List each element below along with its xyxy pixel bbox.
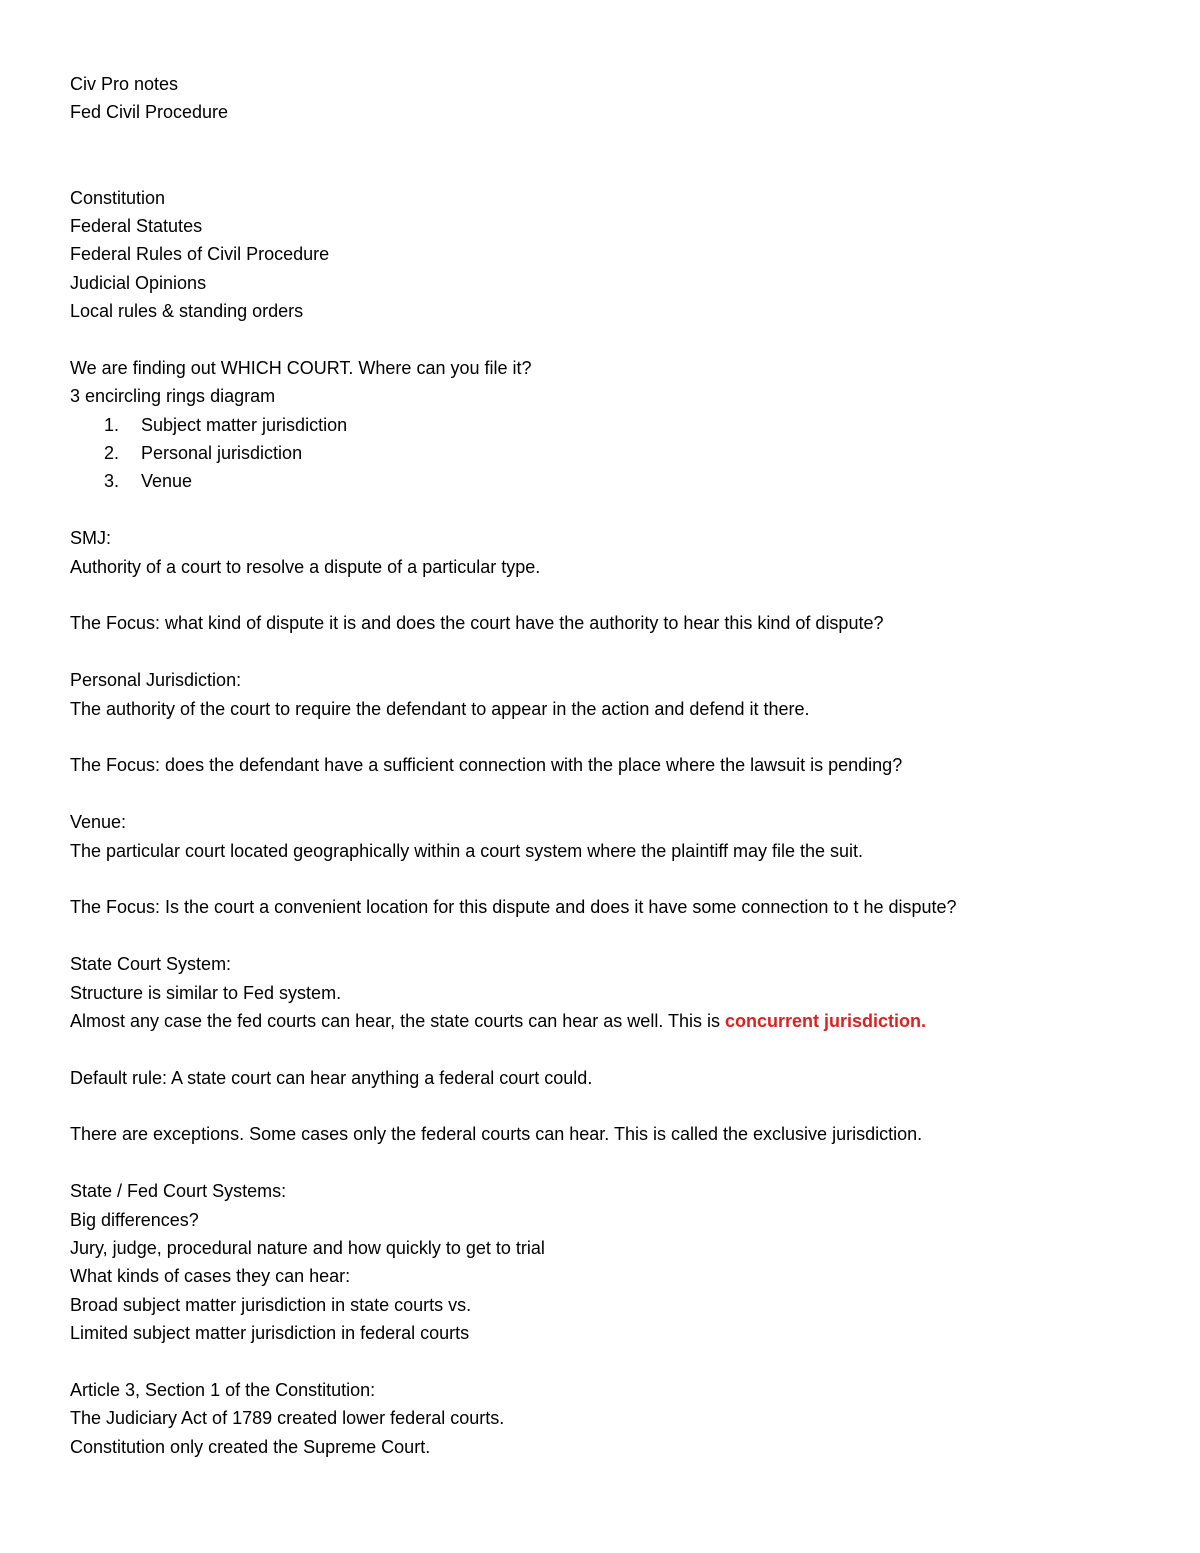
spacer bbox=[70, 127, 1130, 155]
pj-definition: The authority of the court to require the defendant to appear in the action and defend it there. bbox=[70, 698, 810, 719]
doc-title: Civ Pro notes bbox=[70, 74, 179, 94]
smj-heading: SMJ: bbox=[70, 528, 112, 549]
list-item bbox=[70, 439, 1130, 467]
article3-line: Constitution only created the Supreme Court. bbox=[70, 1436, 431, 1457]
article3-heading: Article 3, Section 1 of the Constitution: bbox=[70, 1379, 376, 1400]
state-fed-line: Limited subject matter jurisdiction in federal courts bbox=[70, 1323, 470, 1344]
spacer bbox=[70, 496, 1130, 524]
spacer bbox=[70, 1035, 1130, 1063]
spacer bbox=[70, 780, 1130, 808]
list-text: Subject matter jurisdiction bbox=[141, 414, 348, 435]
state-fed-line: What kinds of cases they can hear: bbox=[70, 1266, 351, 1287]
spacer bbox=[70, 1149, 1130, 1177]
spacer bbox=[70, 155, 1130, 183]
state-fed-line: Jury, judge, procedural nature and how quickly to get to trial bbox=[70, 1238, 545, 1259]
concurrent-highlight: concurrent jurisdiction. bbox=[725, 1010, 927, 1031]
spacer bbox=[70, 723, 1130, 751]
exceptions-text: There are exceptions. Some cases only the federal courts can hear. This is called the exclusive jurisdiction. bbox=[70, 1124, 923, 1145]
list-item bbox=[70, 467, 1130, 495]
list-number: 1. bbox=[104, 414, 120, 435]
default-rule: Default rule: A state court can hear anything a federal court could. bbox=[70, 1067, 593, 1088]
spacer bbox=[70, 638, 1130, 666]
state-court-structure: Structure is similar to Fed system. bbox=[70, 982, 342, 1003]
state-fed-line: Big differences? bbox=[70, 1209, 199, 1230]
document-page bbox=[70, 70, 1130, 1461]
spacer bbox=[70, 326, 1130, 354]
list-number: 3. bbox=[104, 471, 120, 492]
source-item: Judicial Opinions bbox=[70, 272, 207, 293]
venue-definition: The particular court located geographically within a court system where the plaintiff may file the suit. bbox=[70, 840, 864, 861]
rings-heading: 3 encircling rings diagram bbox=[70, 386, 276, 407]
spacer bbox=[70, 1348, 1130, 1376]
spacer bbox=[70, 865, 1130, 893]
list-number: 2. bbox=[104, 443, 120, 464]
spacer bbox=[70, 1092, 1130, 1120]
pj-heading: Personal Jurisdiction: bbox=[70, 670, 242, 691]
spacer bbox=[70, 922, 1130, 950]
source-item: Federal Statutes bbox=[70, 215, 203, 236]
concurrent-text: Almost any case the fed courts can hear, the state courts can hear as well. This is bbox=[70, 1010, 725, 1031]
state-fed-heading: State / Fed Court Systems: bbox=[70, 1181, 287, 1202]
article3-line: The Judiciary Act of 1789 created lower federal courts. bbox=[70, 1408, 505, 1429]
list-text: Venue bbox=[141, 471, 193, 492]
pj-focus: The Focus: does the defendant have a sufficient connection with the place where the lawsuit is pending? bbox=[70, 755, 903, 776]
spacer bbox=[70, 581, 1130, 609]
state-court-heading: State Court System: bbox=[70, 954, 232, 975]
doc-subtitle: Fed Civil Procedure bbox=[70, 102, 229, 123]
smj-focus: The Focus: what kind of dispute it is and does the court have the authority to hear this kind of dispute? bbox=[70, 613, 884, 634]
source-item: Local rules & standing orders bbox=[70, 301, 304, 322]
list-text: Personal jurisdiction bbox=[141, 443, 303, 464]
source-item: Constitution bbox=[70, 187, 166, 208]
venue-heading: Venue: bbox=[70, 812, 127, 833]
smj-definition: Authority of a court to resolve a dispute of a particular type. bbox=[70, 556, 541, 577]
list-item bbox=[70, 411, 1130, 439]
source-item: Federal Rules of Civil Procedure bbox=[70, 244, 330, 265]
which-court-text: We are finding out WHICH COURT. Where can you file it? bbox=[70, 357, 532, 378]
concurrent-line bbox=[70, 1007, 1130, 1035]
state-fed-line: Broad subject matter jurisdiction in state courts vs. bbox=[70, 1294, 472, 1315]
venue-focus: The Focus: Is the court a convenient location for this dispute and does it have some connection to t he dispute? bbox=[70, 897, 957, 918]
